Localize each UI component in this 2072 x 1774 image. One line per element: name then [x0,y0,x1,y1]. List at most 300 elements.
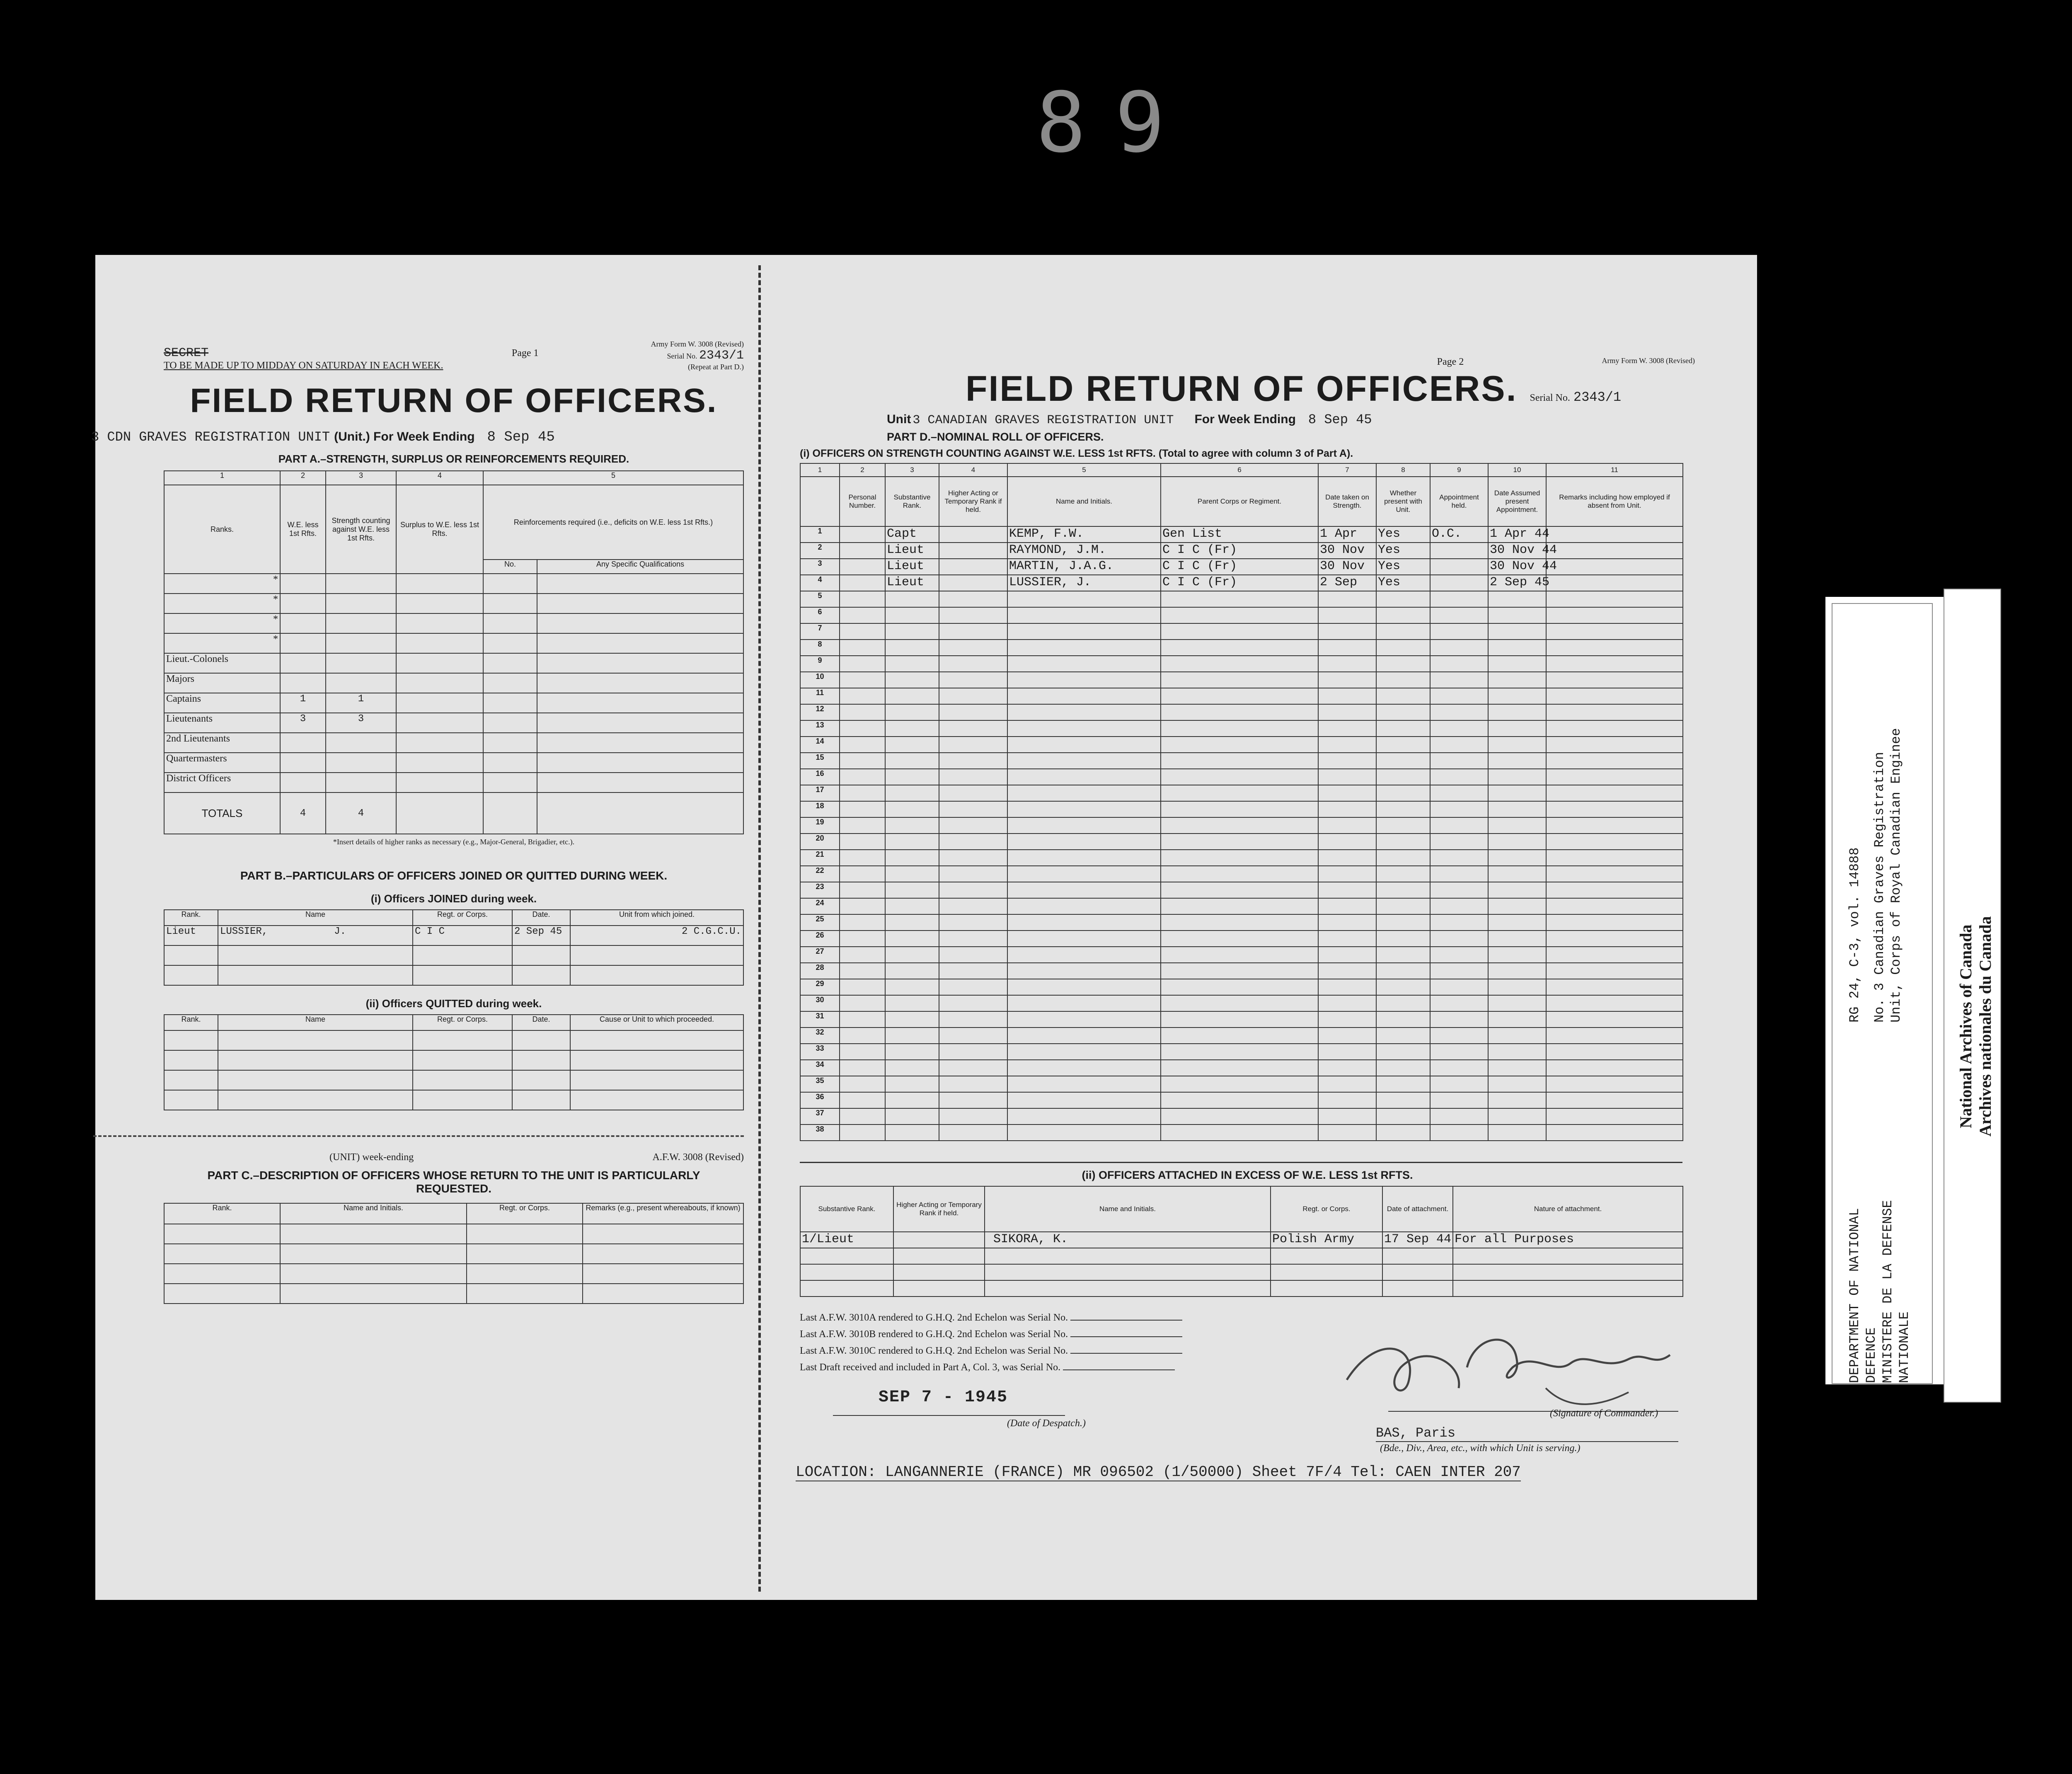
archive-dept-line2: DEFENCE [1864,1327,1879,1383]
roll-cell [1376,931,1430,947]
roll-cell [840,737,885,753]
roll-row [800,898,1683,914]
roll-cell [1376,1108,1430,1125]
roll-cell [1318,931,1376,947]
column-header: Whether present with Unit. [1376,477,1430,526]
roll-cell [1161,737,1318,753]
roll-cell [840,1092,885,1108]
afw-revised-label: A.F.W. 3008 (Revised) [652,1152,744,1163]
roll-cell [1546,979,1683,995]
roll-cell [1318,914,1376,931]
roll-cell [1376,607,1430,623]
roll-cell [1430,947,1488,963]
column-number: 11 [1546,463,1683,477]
roll-cell [885,591,939,607]
nac-french: Archives nationales du Canada [1976,916,1995,1137]
roll-row [800,607,1683,623]
serial-label-2: Serial No. [1530,393,1570,403]
roll-cell [1430,850,1488,866]
roll-cell [1318,1011,1376,1028]
roll-cell [1546,769,1683,785]
roll-cell [1007,1044,1161,1060]
secret-mark: SECRET [164,346,209,360]
roll-cell [1007,834,1161,850]
roll-cell [1318,850,1376,866]
roll-cell [1007,850,1161,866]
roll-cell [1488,1108,1546,1125]
row-number: 23 [800,882,840,898]
roll-cell [939,801,1007,817]
roll-cell [1430,623,1488,640]
army-form-label-2: Army Form W. 3008 (Revised) [1602,356,1695,365]
roll-cell [1318,1060,1376,1076]
roll-cell [1430,834,1488,850]
roll-cell [939,688,1007,704]
attached-header: Higher Acting or Temporary Rank if held. [893,1186,985,1232]
roll-cell [885,947,939,963]
roll-cell [1007,1125,1161,1141]
roll-cell [1488,672,1546,688]
roll-cell [840,1028,885,1044]
page-label: Page 1 [511,348,539,359]
roll-cell [1318,834,1376,850]
roll-row [800,543,1683,559]
roll-cell [1488,963,1546,979]
roll-cell [1376,817,1430,834]
roll-cell [1376,720,1430,737]
roll-cell [1376,1044,1430,1060]
roll-row [800,1108,1683,1125]
row-number: 26 [800,931,840,947]
roll-row [800,737,1683,753]
column-number: 3 [885,463,939,477]
roll-cell [939,914,1007,931]
page-2 [796,356,1695,1500]
column-number: 7 [1318,463,1376,477]
strength-cell [326,594,396,613]
roll-cell [1376,753,1430,769]
serial-value: 2343/1 [699,349,744,363]
roll-cell [1546,898,1683,914]
roll-row [800,656,1683,672]
roll-cell [1376,995,1430,1011]
roll-cell [1161,640,1318,656]
roll-cell [1376,623,1430,640]
roll-cell [840,914,885,931]
part-a-row [164,673,743,693]
roll-cell [1488,834,1546,850]
roll-cell [840,817,885,834]
quitted-title: (ii) Officers QUITTED during week. [366,997,542,1010]
roll-cell [1546,995,1683,1011]
roll-cell [1488,720,1546,737]
part-a-row [164,773,743,792]
roll-cell [1161,785,1318,801]
column-number: 8 [1376,463,1430,477]
roll-cell [1318,672,1376,688]
roll-cell [1430,753,1488,769]
roll-row [800,834,1683,850]
part-a-row [164,653,743,673]
unit-label-2: Unit [887,412,911,426]
roll-cell [1318,995,1376,1011]
roll-cell [1376,979,1430,995]
roll-cell [1161,656,1318,672]
part-a-row [164,594,743,613]
roll-cell [1546,947,1683,963]
column-number: 5 [1007,463,1161,477]
we-cell: 1 [280,693,326,713]
roll-cell [1318,688,1376,704]
part-a-title: PART A.–STRENGTH, SURPLUS OR REINFORCEMENTS REQUIRED. [278,453,629,465]
row-number: 19 [800,817,840,834]
roll-cell [1376,1011,1430,1028]
roll-cell [939,753,1007,769]
roll-cell [1376,866,1430,882]
roll-cell [1318,591,1376,607]
column-number: 1 [800,463,840,477]
roll-cell: C I C (Fr) [1161,543,1318,559]
roll-cell [1430,559,1488,575]
roll-cell [885,882,939,898]
roll-cell [1430,672,1488,688]
roll-cell [1546,704,1683,720]
roll-cell: 1 Apr 44 [1488,526,1546,543]
archive-unit-line2: Unit, Corps of Royal Canadian Enginee [1888,728,1904,1023]
roll-cell [1488,688,1546,704]
rank-cell: 2nd Lieutenants [164,733,280,753]
roll-row [800,1060,1683,1076]
frame-number: 89 [1036,75,1194,171]
roll-cell [939,559,1007,575]
roll-cell [1007,769,1161,785]
roll-row [800,801,1683,817]
roll-cell [1161,914,1318,931]
roll-cell [885,834,939,850]
roll-cell [840,882,885,898]
roll-cell [1161,947,1318,963]
roll-cell [1488,979,1546,995]
rank-cell: * [164,574,280,594]
roll-cell: Lieut [885,543,939,559]
roll-cell [840,1011,885,1028]
roll-cell [1007,882,1161,898]
roll-cell: C I C (Fr) [1161,559,1318,575]
roll-cell [885,672,939,688]
roll-cell [1161,834,1318,850]
roll-cell [939,979,1007,995]
roll-cell [1488,623,1546,640]
row-number: 34 [800,1060,840,1076]
roll-cell [1546,1011,1683,1028]
roll-cell [840,850,885,866]
roll-cell [1007,704,1161,720]
roll-cell [1318,623,1376,640]
roll-cell [1430,817,1488,834]
archive-dept-line1: DEPARTMENT OF NATIONAL [1847,1208,1862,1383]
roll-cell [840,1125,885,1141]
roll-cell [885,704,939,720]
rank-cell: * [164,613,280,633]
roll-row [800,704,1683,720]
roll-cell [1007,656,1161,672]
roll-row [800,1125,1683,1141]
roll-cell [1376,688,1430,704]
roll-cell [939,931,1007,947]
roll-cell [1318,737,1376,753]
archive-dept-line4: NATIONALE [1897,1311,1912,1383]
roll-cell [1318,898,1376,914]
serial-label: Serial No. [667,352,697,360]
part-a-table: 1 2 3 4 5 Ranks. W.E. less 1st Rfts. Strength counting against W.E. less 1st Rfts. Surplus to W.E. less 1st Rfts. Reinforcements required (i.e., deficits on W.E. less 1st Rfts.) No. Any Specific Qualifications * * * * Lieut.-Colonels Majors Captains 1 1 Lieutenants 3 3 2nd Lieutenants Quartermasters District Officers TOTALS 4 4 [164,470,744,834]
roll-cell [1488,1092,1546,1108]
roll-cell [939,543,1007,559]
roll-cell [1430,866,1488,882]
roll-cell [840,834,885,850]
we-cell [280,733,326,753]
roll-row [800,785,1683,801]
totals-strength: 4 [326,792,396,834]
roll-cell [1546,526,1683,543]
roll-cell [1376,1076,1430,1092]
roll-cell [1488,1060,1546,1076]
part-a-row [164,613,743,633]
row-number: 6 [800,607,840,623]
joined-title: (i) Officers JOINED during week. [370,892,537,905]
bde-note: (Bde., Div., Area, etc., with which Unit is serving.) [1380,1443,1581,1454]
part-a-row [164,693,743,713]
column-header: Date Assumed present Appointment. [1488,477,1546,526]
roll-row [800,1076,1683,1092]
row-number: 29 [800,979,840,995]
roll-cell [840,947,885,963]
roll-cell [939,1011,1007,1028]
roll-cell [885,688,939,704]
signature-label: (Signature of Commander.) [1550,1408,1658,1419]
roll-cell [885,866,939,882]
roll-cell [1488,737,1546,753]
roll-cell [939,1125,1007,1141]
roll-row [800,753,1683,769]
roll-cell [939,866,1007,882]
roll-cell [1161,1044,1318,1060]
roll-cell [840,963,885,979]
unit-typed-2: 3 CANADIAN GRAVES REGISTRATION UNIT [913,413,1174,427]
roll-cell [1430,995,1488,1011]
roll-cell [1007,979,1161,995]
roll-cell [1488,898,1546,914]
roll-cell [1318,1108,1376,1125]
rank-cell: Lieutenants [164,713,280,733]
roll-cell [1161,1060,1318,1076]
part-a-row [164,753,743,773]
roll-cell [1376,834,1430,850]
attached-header: Regt. or Corps. [1271,1186,1382,1232]
roll-cell [840,769,885,785]
roll-cell [1161,866,1318,882]
rank-cell: * [164,633,280,653]
roll-cell [1376,672,1430,688]
roll-cell [840,672,885,688]
roll-cell [1430,801,1488,817]
we-cell [280,633,326,653]
roll-cell [840,1108,885,1125]
roll-cell [1376,737,1430,753]
roll-cell [1430,1108,1488,1125]
roll-cell [1318,817,1376,834]
roll-cell [885,769,939,785]
column-header: Higher Acting or Temporary Rank if held. [939,477,1007,526]
roll-cell [1161,1028,1318,1044]
roll-cell [1007,1076,1161,1092]
roll-subtitle: (i) OFFICERS ON STRENGTH COUNTING AGAINST W.E. LESS 1st RFTS. (Total to agree with column 3 of Part A). [800,448,1353,459]
roll-cell [1430,1092,1488,1108]
joined-table: Rank. Name Regt. or Corps. Date. Unit from which joined. Lieut LUSSIER, J. C I C 2 Sep 45 2 C.G.C.U. [164,909,744,986]
roll-cell [1376,640,1430,656]
roll-cell [1546,1028,1683,1044]
roll-cell [1546,1108,1683,1125]
we-cell [280,653,326,673]
week-ending-value-2: 8 Sep 45 [1308,412,1372,427]
location-line: LOCATION: LANGANNERIE (FRANCE) MR 096502 (1/50000) Sheet 7F/4 Tel: CAEN INTER 207 [796,1464,1521,1481]
strength-header: Strength counting against W.E. less 1st Rfts. [326,485,396,574]
roll-cell [1161,672,1318,688]
roll-cell [1546,640,1683,656]
roll-cell [840,931,885,947]
roll-cell [1488,785,1546,801]
we-header: W.E. less 1st Rfts. [280,485,326,574]
roll-row [800,995,1683,1011]
roll-cell: Lieut [885,559,939,575]
roll-cell [885,656,939,672]
roll-cell [1430,931,1488,947]
roll-cell [885,737,939,753]
roll-cell: LUSSIER, J. [1007,575,1161,591]
roll-cell [1376,963,1430,979]
we-cell [280,594,326,613]
roll-cell [885,1076,939,1092]
roll-cell [840,753,885,769]
roll-cell [1318,801,1376,817]
page-2-title: FIELD RETURN OF OFFICERS. [966,369,1518,409]
roll-cell [1007,720,1161,737]
roll-cell [840,979,885,995]
row-number: 18 [800,801,840,817]
roll-cell [1007,914,1161,931]
roll-cell [1007,591,1161,607]
roll-cell [840,995,885,1011]
roll-cell [1430,591,1488,607]
roll-cell [1430,1044,1488,1060]
roll-cell [1007,607,1161,623]
attached-table [800,1186,1683,1297]
roll-cell [840,720,885,737]
unit-week-label: (Unit.) For Week Ending [334,430,475,444]
roll-cell [885,979,939,995]
part-c-table: Rank. Name and Initials. Regt. or Corps. Remarks (e.g., present whereabouts, if known) [164,1203,744,1304]
roll-cell [1546,720,1683,737]
roll-cell [840,656,885,672]
roll-cell [1430,575,1488,591]
roll-cell [1318,1028,1376,1044]
roll-cell [1161,607,1318,623]
roll-cell [1161,963,1318,979]
roll-cell [939,1028,1007,1044]
roll-cell [885,801,939,817]
roll-row [800,850,1683,866]
roll-cell: 30 Nov [1318,559,1376,575]
roll-cell [1430,1028,1488,1044]
roll-cell [1546,1044,1683,1060]
roll-cell [1161,720,1318,737]
roll-cell [885,850,939,866]
part-a-row [164,574,743,594]
roll-cell [1161,995,1318,1011]
week-ending-value: 8 Sep 45 [487,429,555,445]
roll-cell [1488,1028,1546,1044]
roll-cell [885,623,939,640]
roll-cell [1430,640,1488,656]
roll-cell [939,640,1007,656]
roll-cell [1546,963,1683,979]
row-number: 28 [800,963,840,979]
row-number: 9 [800,656,840,672]
column-header: Personal Number. [840,477,885,526]
roll-cell [1318,1076,1376,1092]
roll-cell [1318,785,1376,801]
roll-cell [885,720,939,737]
roll-cell [840,688,885,704]
army-form-label: Army Form W. 3008 (Revised) [651,340,744,348]
roll-cell [1430,769,1488,785]
roll-row [800,623,1683,640]
roll-cell [1007,931,1161,947]
nominal-roll-table [800,463,1683,1141]
roll-cell [1318,866,1376,882]
roll-cell [1161,882,1318,898]
roll-cell [840,543,885,559]
row-number: 36 [800,1092,840,1108]
roll-cell [939,963,1007,979]
roll-cell [840,1060,885,1076]
roll-cell [1488,882,1546,898]
roll-cell [939,834,1007,850]
roll-row [800,931,1683,947]
roll-cell: Capt [885,526,939,543]
roll-cell [1546,688,1683,704]
part-c-title: PART C.–DESCRIPTION OF OFFICERS WHOSE RETURN TO THE UNIT IS PARTICULARLY REQUESTED. [207,1169,700,1195]
roll-cell [1430,882,1488,898]
roll-cell [1007,1028,1161,1044]
no-header: No. [483,560,537,574]
roll-cell [885,914,939,931]
roll-cell [1488,656,1546,672]
roll-cell [1430,1125,1488,1141]
rank-cell: Captains [164,693,280,713]
roll-cell [939,898,1007,914]
strength-cell: 1 [326,693,396,713]
roll-cell [1007,623,1161,640]
roll-cell [1488,1076,1546,1092]
roll-cell [1376,850,1430,866]
strength-cell [326,673,396,693]
strength-cell [326,653,396,673]
row-number: 11 [800,688,840,704]
strength-cell [326,773,396,792]
roll-cell [1007,688,1161,704]
row-number: 5 [800,591,840,607]
part-a-row [164,633,743,653]
